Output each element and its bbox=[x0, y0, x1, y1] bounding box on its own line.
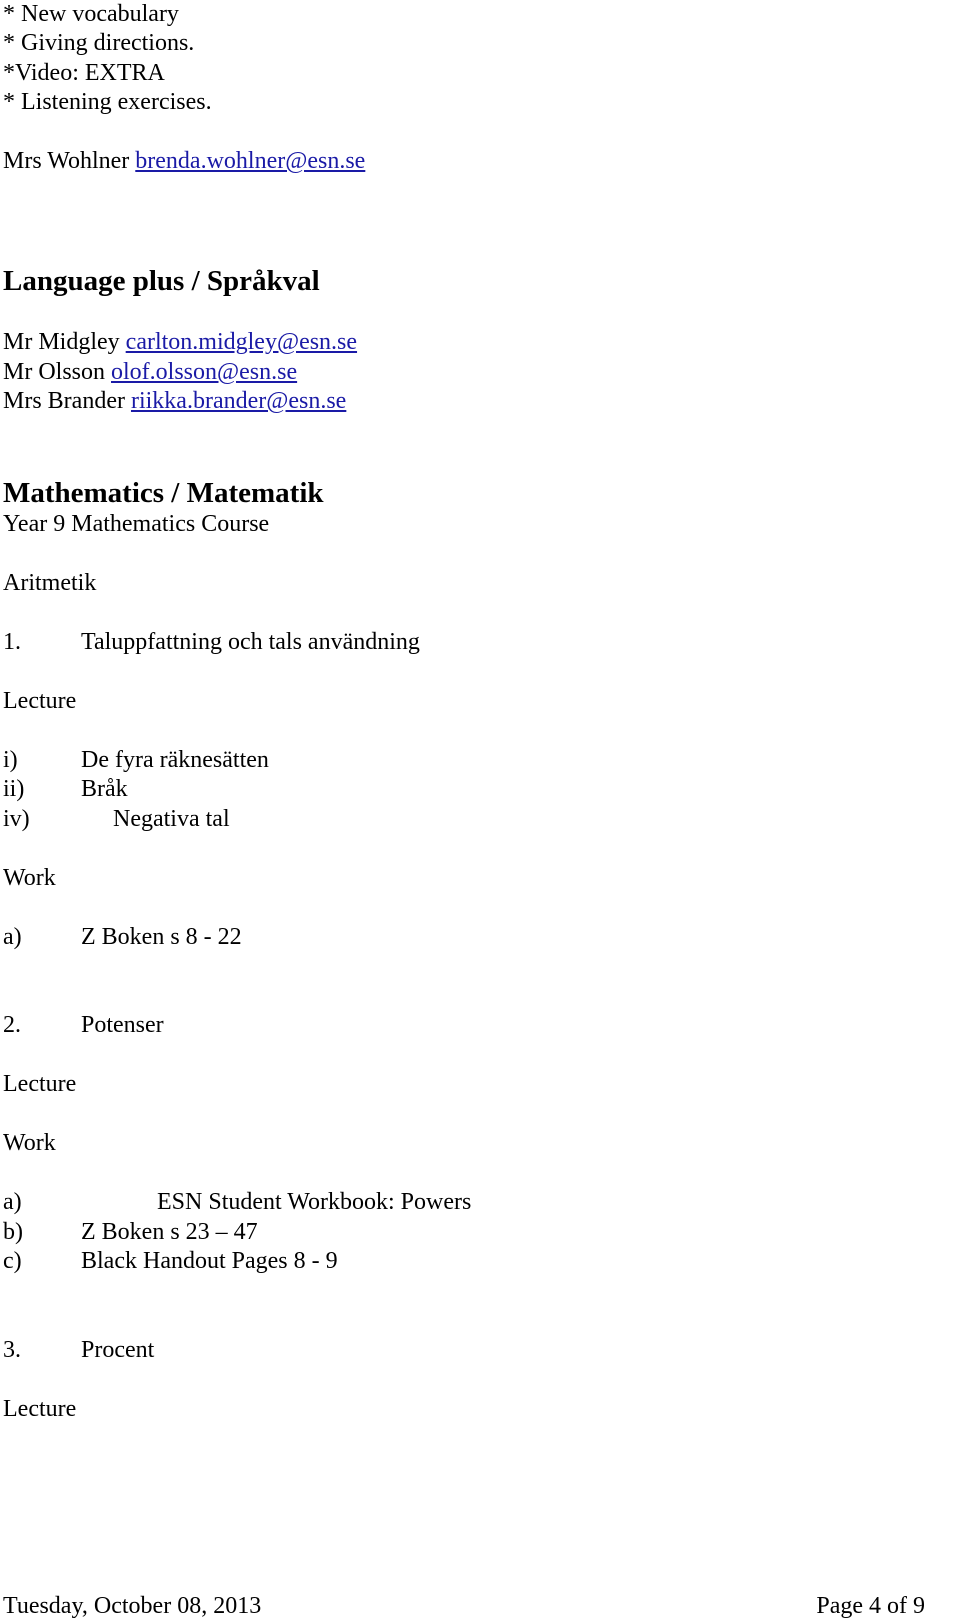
item-marker: a) bbox=[3, 1189, 22, 1215]
work-item bbox=[3, 1188, 471, 1216]
footer-page-number: Page 4 of 9 bbox=[816, 1593, 925, 1619]
teacher-email-link[interactable]: carlton.midgley@esn.se bbox=[125, 329, 358, 355]
teacher-contact-brander bbox=[3, 387, 346, 415]
item-marker: ii) bbox=[3, 776, 25, 802]
topic-2-work-label: Work bbox=[3, 1130, 56, 1156]
item-marker: iv) bbox=[3, 806, 30, 832]
topic-3-lecture-label: Lecture bbox=[3, 1396, 77, 1422]
teacher-contact-olsson bbox=[3, 358, 297, 386]
topic-2-lecture-label: Lecture bbox=[3, 1071, 77, 1097]
item-marker: a) bbox=[3, 924, 22, 950]
lecture-item bbox=[3, 775, 128, 803]
topic-1-work-label: Work bbox=[3, 865, 56, 891]
bullet-listening-exercises: * Listening exercises. bbox=[3, 89, 212, 115]
item-text: Black Handout Pages 8 - 9 bbox=[81, 1248, 338, 1274]
topic-1-heading bbox=[3, 628, 420, 656]
teacher-name: Mrs Brander bbox=[3, 388, 125, 414]
item-text: Bråk bbox=[81, 776, 128, 802]
work-item bbox=[3, 1218, 258, 1246]
teacher-contact-wohlner bbox=[3, 147, 365, 175]
teacher-name: Mrs Wohlner bbox=[3, 148, 130, 174]
teacher-contact-midgley bbox=[3, 328, 357, 356]
item-text: ESN Student Workbook: Powers bbox=[157, 1189, 472, 1215]
teacher-name: Mr Midgley bbox=[3, 329, 120, 355]
math-area-label: Aritmetik bbox=[3, 570, 97, 596]
bullet-giving-directions: * Giving directions. bbox=[3, 30, 195, 56]
language-section-heading: Language plus / Språkval bbox=[3, 265, 320, 297]
topic-number: 2. bbox=[3, 1012, 21, 1038]
teacher-email-link[interactable]: riikka.brander@esn.se bbox=[130, 388, 347, 414]
item-text: Negativa tal bbox=[113, 806, 230, 832]
teacher-email-link[interactable]: brenda.wohlner@esn.se bbox=[135, 148, 366, 174]
item-marker: c) bbox=[3, 1248, 22, 1274]
item-text: De fyra räknesätten bbox=[81, 747, 269, 773]
topic-number: 3. bbox=[3, 1337, 21, 1363]
work-item bbox=[3, 923, 242, 951]
topic-2-heading bbox=[3, 1011, 164, 1039]
teacher-name: Mr Olsson bbox=[3, 359, 106, 385]
topic-1-lecture-label: Lecture bbox=[3, 688, 77, 714]
item-text: Z Boken s 8 - 22 bbox=[81, 924, 242, 950]
lecture-item bbox=[3, 805, 230, 833]
topic-number: 1. bbox=[3, 629, 21, 655]
item-marker: i) bbox=[3, 747, 18, 773]
footer-date: Tuesday, October 08, 2013 bbox=[3, 1593, 262, 1619]
item-text: Z Boken s 23 – 47 bbox=[81, 1219, 258, 1245]
topic-3-heading bbox=[3, 1336, 154, 1364]
teacher-email-link[interactable]: olof.olsson@esn.se bbox=[111, 359, 298, 385]
topic-title: Procent bbox=[81, 1337, 155, 1363]
topic-title: Taluppfattning och tals användning bbox=[81, 629, 420, 655]
bullet-new-vocabulary: * New vocabulary bbox=[3, 1, 179, 27]
bullet-video-extra: *Video: EXTRA bbox=[3, 60, 165, 86]
topic-title: Potenser bbox=[81, 1012, 164, 1038]
lecture-item bbox=[3, 746, 269, 774]
math-section-heading: Mathematics / Matematik bbox=[3, 477, 324, 509]
item-marker: b) bbox=[3, 1219, 23, 1245]
math-course-subtitle: Year 9 Mathematics Course bbox=[3, 511, 270, 537]
work-item bbox=[3, 1247, 338, 1275]
